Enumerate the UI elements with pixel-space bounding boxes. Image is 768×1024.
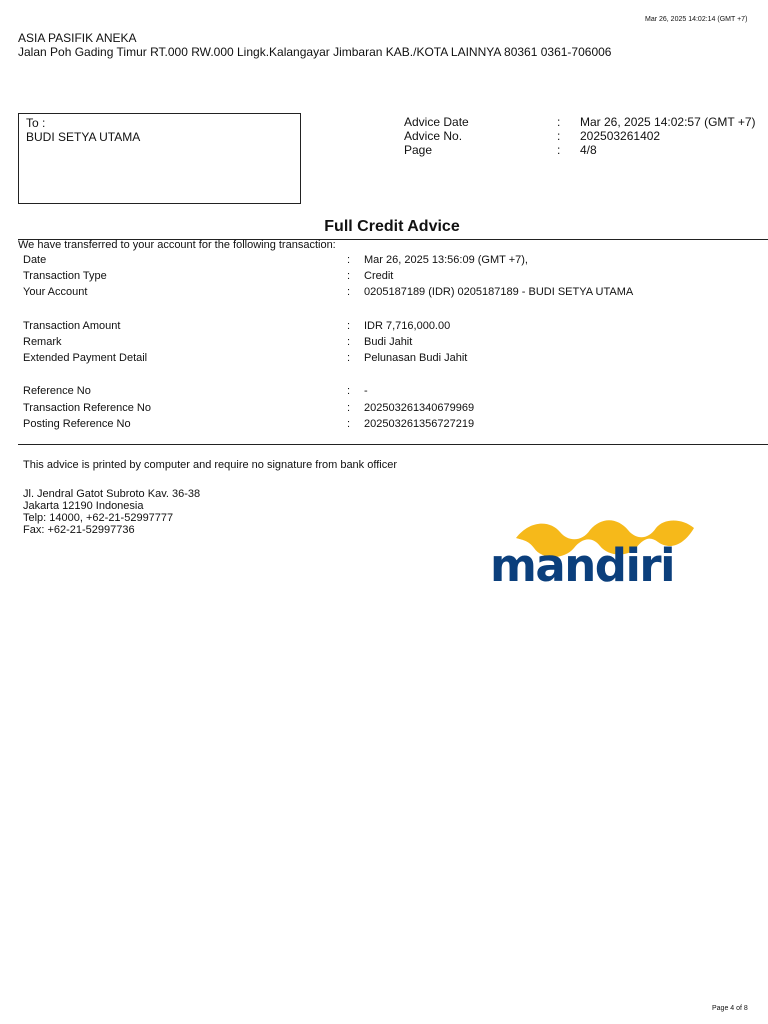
detail-value: 0205187189 (IDR) 0205187189 - BUDI SETYA UTAMA — [364, 286, 634, 298]
detail-label: Transaction Type — [23, 270, 107, 282]
detail-value: Credit — [364, 270, 394, 282]
detail-label: Transaction Reference No — [23, 402, 151, 414]
detail-label: Transaction Amount — [23, 320, 121, 332]
bank-address-line: Jakarta 12190 Indonesia — [23, 500, 144, 512]
detail-label: Extended Payment Detail — [23, 352, 148, 364]
recipient-name: BUDI SETYA UTAMA — [26, 130, 141, 144]
detail-label: Reference No — [23, 385, 91, 397]
intro-text: We have transferred to your account for the following transaction: — [18, 239, 336, 251]
detail-value: Pelunasan Budi Jahit — [364, 352, 468, 364]
advice-no-value: 202503261402 — [580, 129, 661, 143]
bank-address-line: Telp: 14000, +62-21-52997777 — [23, 512, 174, 524]
to-label: To : — [26, 116, 46, 130]
details-bottom-rule — [18, 444, 768, 445]
detail-colon: : — [347, 270, 351, 282]
advice-colon: : — [557, 143, 561, 157]
detail-value: IDR 7,716,000.00 — [364, 320, 451, 332]
page-footer: Page 4 of 8 — [712, 1005, 748, 1012]
mandiri-logo-text: mandiri — [490, 539, 675, 592]
detail-colon: : — [347, 385, 351, 397]
detail-value: 202503261356727219 — [364, 418, 475, 430]
advice-date-label: Advice Date — [404, 115, 469, 129]
advice-colon: : — [557, 115, 561, 129]
advice-date-value: Mar 26, 2025 14:02:57 (GMT +7) — [580, 115, 756, 129]
detail-colon: : — [347, 402, 351, 414]
bank-address-line: Jl. Jendral Gatot Subroto Kav. 36-38 — [23, 488, 201, 500]
advice-meta — [0, 115, 768, 159]
disclaimer-text: This advice is printed by computer and require no signature from bank officer — [23, 459, 397, 471]
detail-label: Remark — [23, 336, 62, 348]
mandiri-logo — [486, 512, 698, 596]
company-name: ASIA PASIFIK ANEKA — [18, 31, 137, 45]
detail-label: Date — [23, 254, 47, 266]
detail-colon: : — [347, 336, 351, 348]
page-label: Page — [404, 143, 433, 157]
detail-value: - — [364, 385, 368, 397]
detail-colon: : — [347, 352, 351, 364]
page-value: 4/8 — [580, 143, 597, 157]
bank-address-line: Fax: +62-21-52997736 — [23, 524, 135, 536]
print-timestamp: Mar 26, 2025 14:02:14 (GMT +7) — [645, 16, 748, 23]
document-title: Full Credit Advice — [324, 218, 460, 235]
detail-colon: : — [347, 254, 351, 266]
bank-address — [23, 488, 200, 536]
detail-colon: : — [347, 418, 351, 430]
detail-label: Your Account — [23, 286, 88, 298]
advice-no-label: Advice No. — [404, 129, 463, 143]
detail-value: Budi Jahit — [364, 336, 413, 348]
detail-value: 202503261340679969 — [364, 402, 475, 414]
detail-colon: : — [347, 286, 351, 298]
detail-value: Mar 26, 2025 13:56:09 (GMT +7), — [364, 254, 528, 266]
advice-colon: : — [557, 129, 561, 143]
detail-colon: : — [347, 320, 351, 332]
company-address: Jalan Poh Gading Timur RT.000 RW.000 Lingk.Kalangayar Jimbaran KAB./KOTA LAINNYA 80361 0361-706006 — [18, 45, 612, 59]
detail-label: Posting Reference No — [23, 418, 131, 430]
